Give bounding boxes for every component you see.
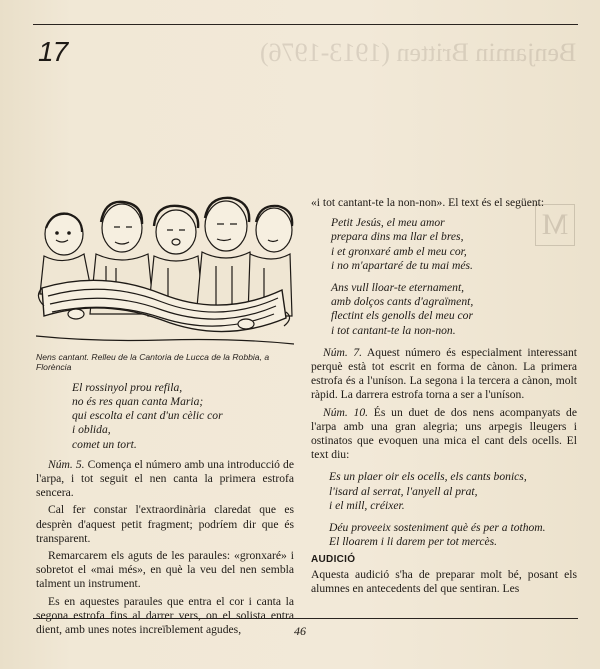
number-label: Núm. 10. bbox=[323, 405, 369, 419]
top-rule bbox=[33, 24, 578, 25]
paragraph-aguts: Remarcarem els aguts de les paraules: «gronxaré» i sobretot el «mai més», en què la veu del nen sembla talment un instrument. bbox=[36, 549, 294, 591]
right-column bbox=[311, 196, 577, 599]
chapter-number: 17 bbox=[38, 36, 68, 67]
poem-line: El rossinyol prou refila, bbox=[72, 380, 183, 394]
relief-illustration bbox=[36, 196, 294, 346]
left-column bbox=[36, 196, 294, 640]
number-label: Núm. 5. bbox=[48, 457, 85, 471]
bottom-rule bbox=[33, 618, 578, 619]
paragraph-claredat: Cal fer constar l'extraordinària claredat que es desprèn d'aquest petit fragment; podríem dir que és transparent. bbox=[36, 503, 294, 545]
poem-line: qui escolta el cant d'un cèlic cor bbox=[72, 409, 223, 423]
poem-ocells bbox=[311, 470, 577, 513]
poem-line: l'isard al serrat, l'anyell al prat, bbox=[329, 484, 478, 498]
poem-rossinyol bbox=[36, 381, 294, 452]
paragraph-num-7 bbox=[311, 346, 577, 403]
poem-line: Petit Jesús, el meu amor bbox=[331, 216, 445, 230]
poem-line: flectint els genolls del meu cor bbox=[331, 309, 473, 323]
paragraph-text: Aquest número és especialment interessant perquè està tot escrit en forma de cànon. La primera estrofa és a l'uníson. La segona i la tercera a cànon, molt ràpid. La darrera estrofa torna a ser a l'uníson. bbox=[311, 345, 577, 402]
paragraph-cor: Es en aquestes paraules que entra el cor i canta la segona estrofa fins al darrer vers, on el solista entra dient, amb unes notes increïblement agudes, bbox=[36, 594, 294, 637]
page-number: 46 bbox=[294, 624, 306, 638]
poem-line: Déu proveeix sosteniment què és per a tothom. bbox=[329, 521, 546, 535]
paragraph-num-5 bbox=[36, 458, 294, 501]
poem-line: i et gronxaré amb el meu cor, bbox=[331, 244, 467, 258]
number-label: Núm. 7. bbox=[323, 345, 363, 359]
poem-line: El lloarem i li darem per tot mercès. bbox=[329, 535, 498, 549]
poem-petit-jesus bbox=[311, 216, 577, 273]
bleed-through-title: Benjamin Britten (1913-1976) bbox=[259, 38, 576, 67]
poem-line: comet un tort. bbox=[72, 437, 137, 451]
poem-line: i tot cantant-te la non-non. bbox=[331, 323, 456, 337]
poem-line: i oblida, bbox=[72, 423, 111, 437]
poem-ans-vull bbox=[311, 281, 577, 338]
figure-caption: Nens cantant. Relleu de la Cantoria de Lucca de la Robbia, a Florència bbox=[36, 352, 270, 373]
paragraph-text-intro: «i tot cantant-te la non-non». El text és el següent: bbox=[311, 196, 545, 209]
poem-line: i no m'apartaré de tu mai més. bbox=[331, 258, 473, 272]
poem-line: Es un plaer oir els ocells, els cants bonics, bbox=[329, 470, 527, 484]
poem-line: no és res quan canta Maria; bbox=[72, 395, 204, 409]
paragraph-num-10 bbox=[311, 406, 577, 463]
poem-deu bbox=[311, 521, 577, 549]
poem-line: i el mill, créixer. bbox=[329, 498, 405, 512]
paragraph-audicio: Aquesta audició s'ha de preparar molt bé, posant els alumnes en antecedents del que sentiran. Les bbox=[311, 567, 577, 595]
paragraph-text: És un duet de dos nens acompanyats de l'arpa amb una gran alegria; uns arpegis lleugers i ostinatos que evoquen una mica el cant dels ocells. El text diu: bbox=[311, 405, 577, 462]
bleed-through-initial: M bbox=[535, 204, 575, 246]
poem-line: amb dolços cants d'agraïment, bbox=[331, 295, 474, 309]
poem-line: Ans vull lloar-te eternament, bbox=[331, 281, 465, 295]
paragraph-text: Comença el número amb una introducció de l'arpa, i tot seguit el nen canta la primera estrofa sencera. bbox=[36, 457, 294, 500]
singing-children-relief-icon bbox=[36, 196, 294, 346]
section-heading-audicio: AUDICIÓ bbox=[311, 554, 356, 566]
poem-line: prepara dins ma llar el bres, bbox=[331, 230, 464, 244]
